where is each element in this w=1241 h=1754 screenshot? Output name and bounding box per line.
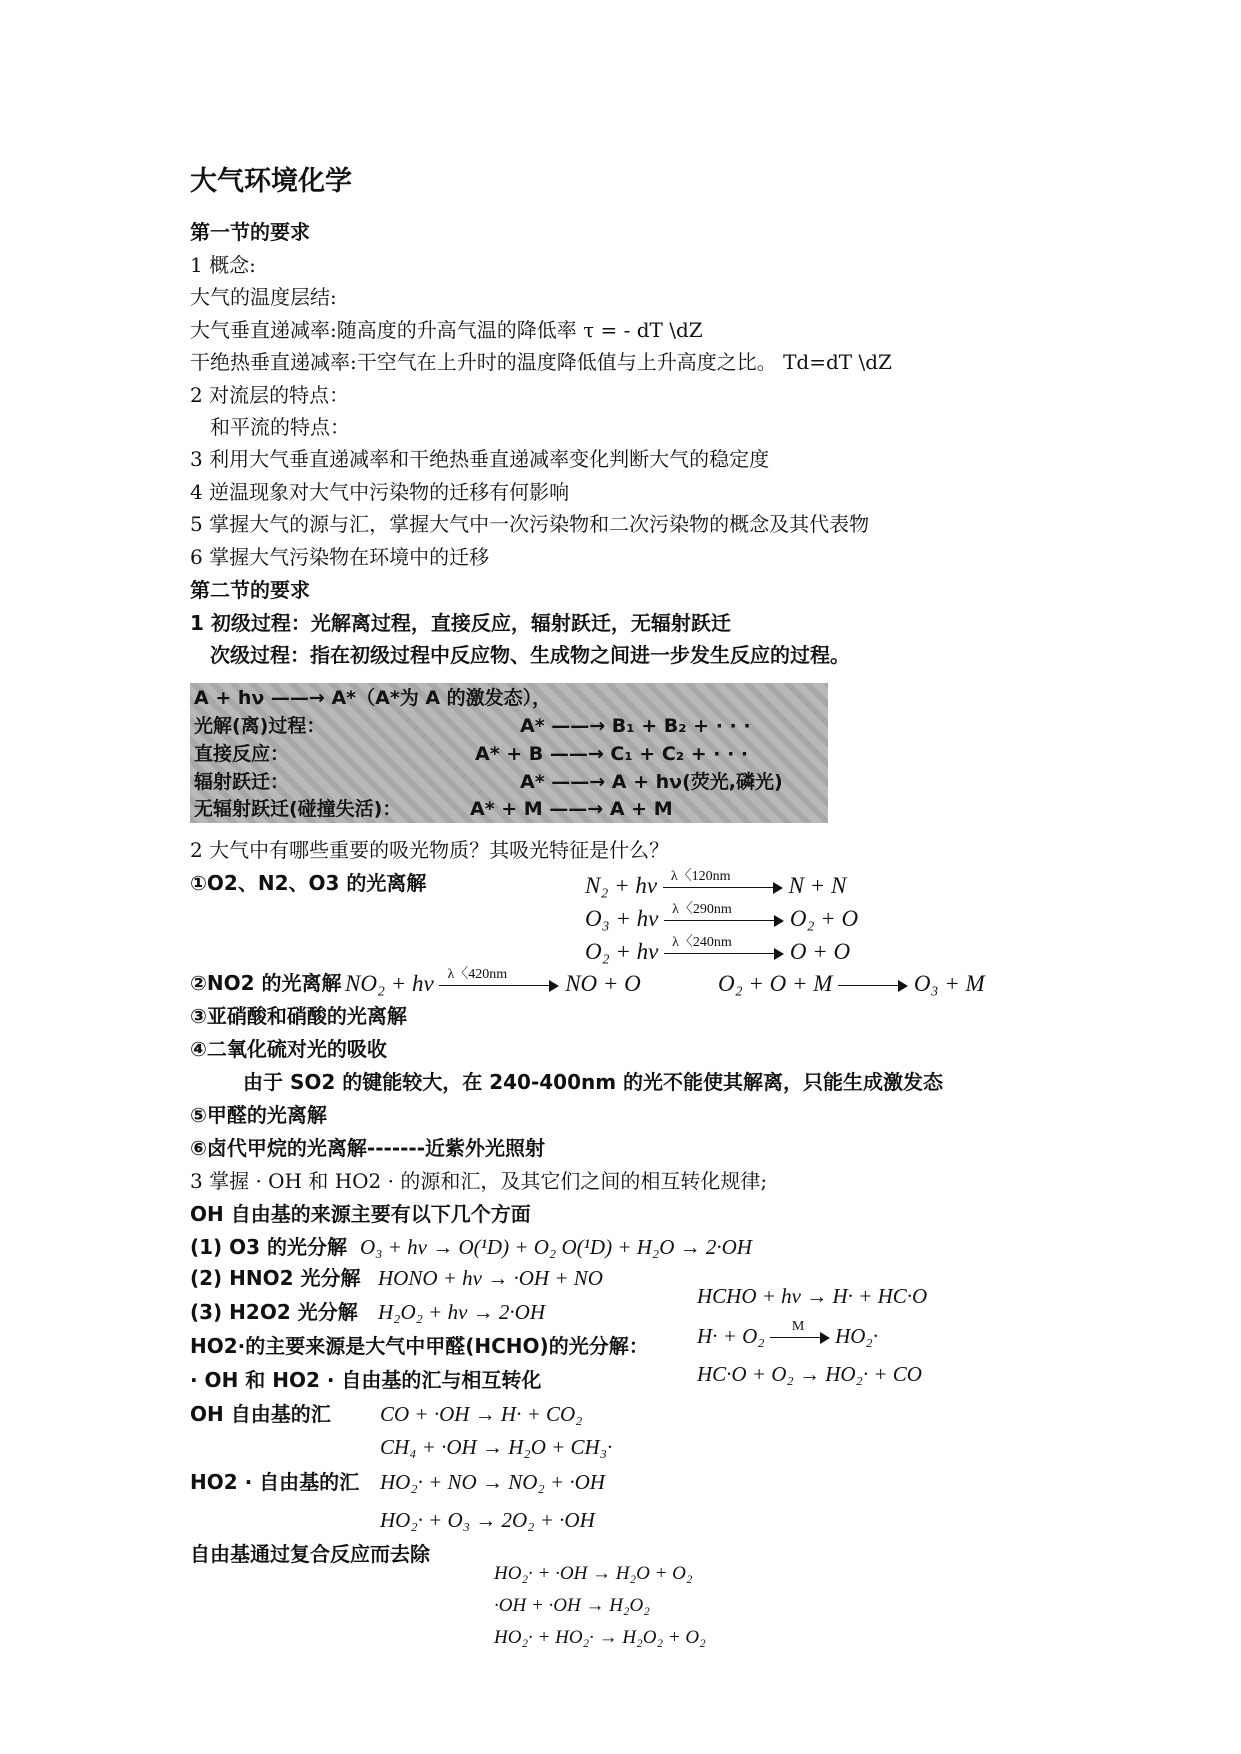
arrow-icon: λ〈120nm (663, 881, 783, 895)
line: 大气的温度层结: (190, 285, 337, 309)
line: 大气垂直递减率:随高度的升高气温的降低率 τ = - dT \dZ (190, 318, 703, 342)
line: · OH 和 HO2 · 自由基的汇与相互转化 (190, 1368, 542, 1392)
fig-row-eq: A* ——→ B₁ + B₂ + · · · (520, 715, 751, 737)
line: OH 自由基的来源主要有以下几个方面 (190, 1202, 531, 1226)
line: ②NO2 的光离解 (190, 971, 342, 995)
equation: HONO + hv → ·OH + NO (378, 1266, 603, 1290)
line: (1) O3 的光分解 (190, 1235, 348, 1259)
section-1-heading: 第一节的要求 (190, 220, 310, 244)
line: ①O2、N2、O3 的光离解 (190, 871, 427, 895)
fig-row-label: 直接反应： (194, 743, 290, 765)
equation: CH₄ + ·OH → H₂O + CH₃· (380, 1435, 613, 1459)
section-2-heading: 第二节的要求 (190, 578, 310, 602)
equation: O₂ + O + M O₃ + M (718, 971, 985, 996)
line: ③亚硝酸和硝酸的光离解 (190, 1004, 407, 1028)
equation: HO₂· + O₃ → 2O₂ + ·OH (380, 1508, 595, 1532)
fig-row-label: 辐射跃迁： (194, 771, 290, 793)
equation: O₃ + hv λ〈290nm O₂ + O (585, 901, 859, 931)
equation: H₂O₂ + hv → 2·OH (378, 1300, 546, 1324)
arrow-icon: λ〈290nm (664, 914, 784, 928)
line: 由于 SO2 的键能较大，在 240-400nm 的光不能使其解离，只能生成激发态 (243, 1070, 944, 1094)
equation: HO₂· + NO → NO₂ + ·OH (380, 1470, 605, 1494)
equation: O₃ + hv → O(¹D) + O₂ O(¹D) + H₂O → 2·OH (360, 1235, 752, 1259)
fig-row-label: 无辐射跃迁(碰撞失活)： (194, 798, 402, 820)
fig-row-eq: A* + M ——→ A + M (470, 798, 673, 820)
line: 和平流的特点： (210, 415, 350, 439)
line: 次级过程：指在初级过程中反应物、生成物之间进一步发生反应的过程。 (210, 643, 850, 667)
line: OH 自由基的汇 (190, 1402, 331, 1426)
line: 2 对流层的特点： (190, 383, 350, 407)
line: 3 掌握 · OH 和 HO2 · 的源和汇，及其它们之间的相互转化规律; (190, 1169, 768, 1193)
fig-row: A + hν ——→ A*（A*为 A 的激发态）， (194, 687, 552, 709)
equation: NO₂ + hv λ〈420nm NO + O (345, 966, 641, 996)
line: ⑥卤代甲烷的光离解-------近紫外光照射 (190, 1136, 546, 1160)
line: HO2·的主要来源是大气中甲醛(HCHO)的光分解： (190, 1334, 649, 1358)
process-figure (190, 683, 828, 823)
arrow-icon: M (770, 1331, 830, 1345)
equation: CO + ·OH → H· + CO₂ (380, 1402, 583, 1426)
line: 自由基通过复合反应而去除 (190, 1542, 430, 1566)
line: HO2 · 自由基的汇 (190, 1470, 360, 1494)
arrow-icon: λ〈420nm (439, 979, 559, 993)
line: 干绝热垂直递减率:干空气在上升时的温度降低值与上升高度之比。 Τd=dT \dZ (190, 350, 892, 374)
fig-row-eq: A* ——→ A + hν(荧光,磷光) (520, 771, 783, 793)
equation: HO₂· + HO₂· → H₂O₂ + O₂ (494, 1627, 706, 1648)
line: 1 初级过程：光解离过程，直接反应，辐射跃迁，无辐射跃迁 (190, 611, 731, 635)
equation: O₂ + hv λ〈240nm O + O (585, 934, 851, 964)
line: 5 掌握大气的源与汇，掌握大气中一次污染物和二次污染物的概念及其代表物 (190, 512, 870, 536)
line: ④二氧化硫对光的吸收 (190, 1037, 387, 1061)
line: ⑤甲醛的光离解 (190, 1103, 327, 1127)
line: 2 大气中有哪些重要的吸光物质？其吸光特征是什么？ (190, 838, 670, 862)
equation: HC·O + O₂ → HO₂· + CO (697, 1362, 922, 1386)
equation: HCHO + hv → H· + HC·O (697, 1284, 928, 1308)
arrow-icon: λ〈240nm (664, 947, 784, 961)
arrow-icon (838, 979, 908, 993)
page-title: 大气环境化学 (190, 166, 352, 197)
equation: H· + O₂ M HO₂· (697, 1319, 878, 1348)
line: 6 掌握大气污染物在环境中的迁移 (190, 545, 490, 569)
line: 1 概念: (190, 253, 256, 277)
equation: HO₂· + ·OH → H₂O + O₂ (494, 1563, 693, 1584)
equation: ·OH + ·OH → H₂O₂ (494, 1595, 650, 1616)
line: (3) H2O2 光分解 (190, 1300, 358, 1324)
equation: N₂ + hv λ〈120nm N + N (585, 868, 847, 898)
line: 4 逆温现象对大气中污染物的迁移有何影响 (190, 480, 570, 504)
line: 3 利用大气垂直递减率和干绝热垂直递减率变化判断大气的稳定度 (190, 447, 770, 471)
line: (2) HNO2 光分解 (190, 1266, 361, 1290)
fig-row-eq: A* + B ——→ C₁ + C₂ + · · · (475, 743, 749, 765)
fig-row-label: 光解(离)过程： (194, 715, 326, 737)
